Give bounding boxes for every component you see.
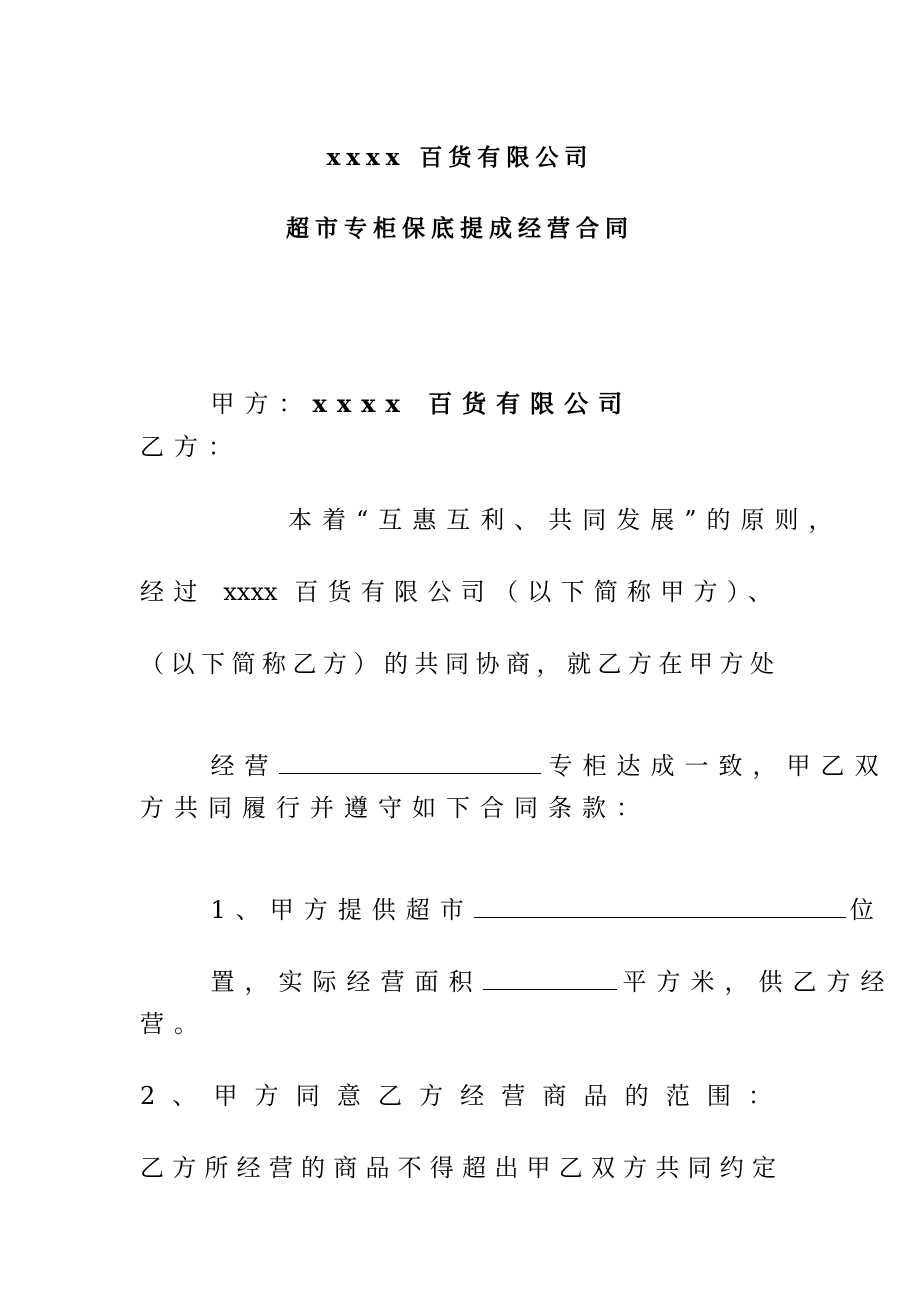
clause1-line2-pre: 置，实际经营面积 [210,968,483,996]
location-blank [474,895,846,918]
para1-line2: 经过 xxxx 百货有限公司（以下简称甲方）、 [140,578,772,606]
party-a-label: 甲方： [210,390,313,418]
para1-line3: （以下简称乙方）的共同协商，就乙方在甲方处 [140,650,774,678]
company-title: xxxx 百货有限公司 [326,144,594,171]
clause1-line2-post: 平方米，供乙方经 [622,968,895,996]
para1-line5: 方共同履行并遵守如下合同条款： [140,794,650,822]
contract-title: 超市专柜保底提成经营合同 [286,215,634,242]
clause1-line3: 营。 [140,1010,208,1038]
para1-line4-post: 专柜达成一致，甲乙双 [548,752,889,780]
clause1-line1-post: 位 [849,896,884,924]
area-blank [483,967,617,990]
counter-name-blank [279,751,541,774]
para1-line4-pre: 经营 [210,752,279,780]
clause2-line1: 2、甲方同意乙方经营商品的范围： [140,1082,772,1110]
party-a-name: xxxx 百货有限公司 [312,389,633,418]
clause1-line1-pre: 1、甲方提供超市 [210,896,474,924]
party-b-label: 乙方： [140,433,242,461]
clause2-line2: 乙方所经营的商品不得超出甲乙双方共同约定 [140,1154,776,1182]
para1-line1: 本着“互惠互利、共同发展”的原则， [288,506,843,534]
